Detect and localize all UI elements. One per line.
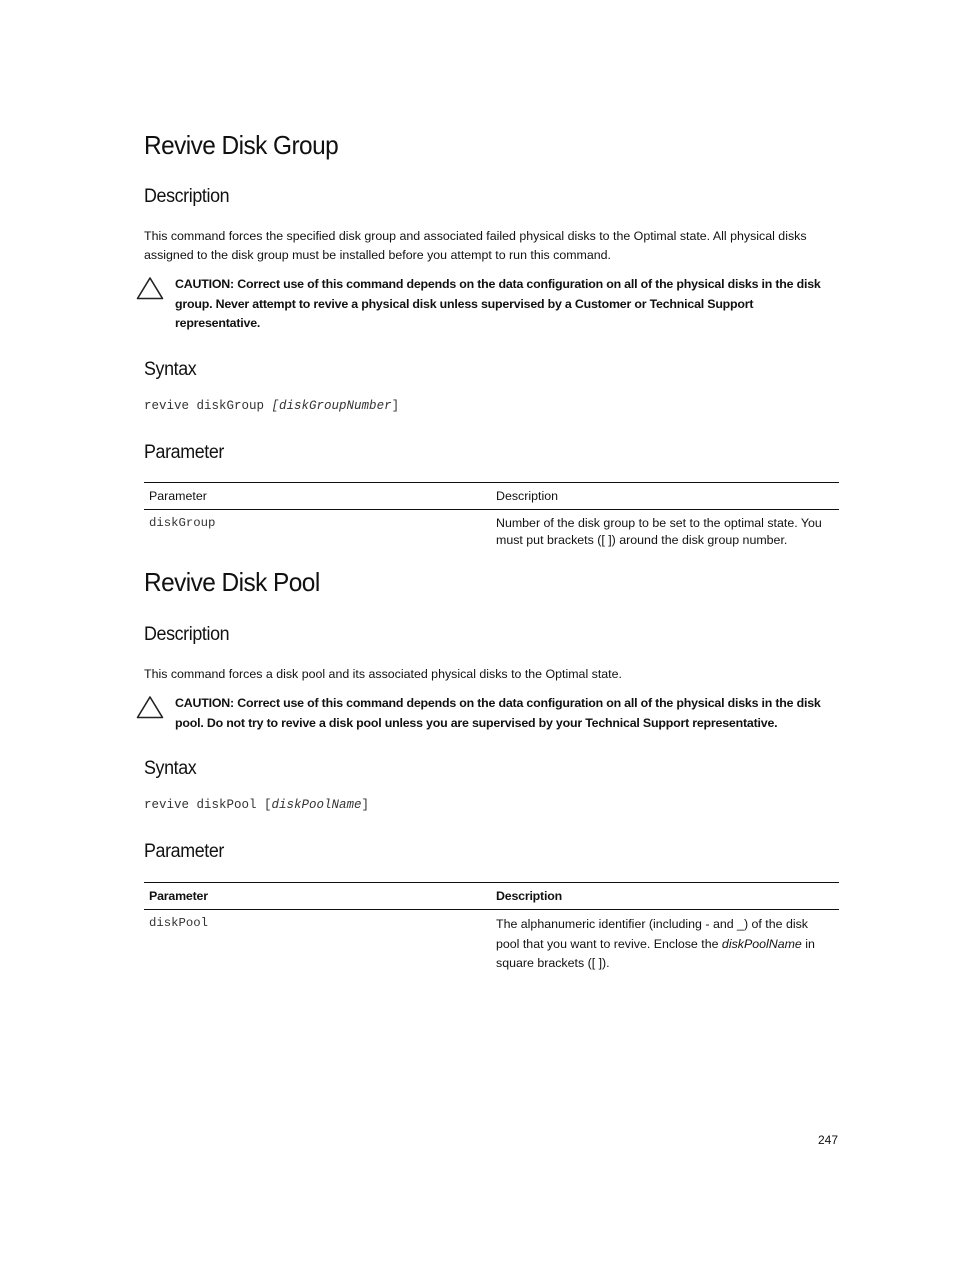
syntax-open-bracket: [	[271, 399, 280, 413]
syntax-code	[144, 798, 369, 812]
parameter-table	[144, 882, 839, 979]
syntax-code	[144, 399, 399, 413]
caution-text: CAUTION: Correct use of this command depends on the data configuration on all of the physical disks in the disk pool. Do not try to revive a disk pool unless you are supervised by your Technical Support representative.	[175, 696, 821, 730]
parameter-heading: Parameter	[144, 841, 225, 862]
column-header-parameter: Parameter	[144, 483, 491, 510]
syntax-close-bracket: ]	[361, 798, 370, 812]
param-description-italic: diskPoolName	[721, 936, 802, 951]
caution-icon	[136, 695, 164, 719]
param-description-text-end: in square brackets ([ ]).	[496, 936, 815, 970]
section-title-revive-disk-pool: Revive Disk Pool	[144, 567, 320, 597]
description-text: This command forces the specified disk group and associated failed physical disks to the Optimal state. All physical disks assigned to the disk group must be installed before you attempt to run this command.	[144, 229, 807, 262]
description-text: This command forces a disk pool and its associated physical disks to the Optimal state.	[144, 667, 622, 681]
parameter-heading: Parameter	[144, 442, 225, 463]
parameter-table	[144, 482, 839, 554]
syntax-param: diskPoolName	[271, 798, 362, 812]
column-header-description: Description	[491, 483, 839, 510]
syntax-command: revive diskPool [	[144, 798, 272, 812]
param-description: Number of the disk group to be set to the optimal state. You must put brackets ([ ]) around the disk group number.	[496, 516, 822, 547]
caution-text: CAUTION: Correct use of this command depends on the data configuration on all of the physical disks in the disk group. Never attempt to revive a physical disk unless supervised by a Customer or Technical Support representative.	[175, 277, 821, 330]
caution-icon	[136, 276, 164, 300]
param-description	[491, 910, 839, 979]
table-row	[144, 910, 839, 979]
description-heading: Description	[144, 624, 230, 645]
syntax-param: diskGroupNumber	[279, 399, 392, 413]
syntax-heading: Syntax	[144, 359, 197, 380]
param-name: diskPool	[149, 916, 209, 930]
table-row	[144, 510, 839, 555]
syntax-command: revive diskGroup	[144, 399, 272, 413]
syntax-heading: Syntax	[144, 758, 197, 779]
description-heading: Description	[144, 186, 230, 207]
column-header-parameter: Parameter	[144, 883, 491, 910]
syntax-close-bracket: ]	[391, 399, 400, 413]
column-header-description: Description	[491, 883, 839, 910]
param-name: diskGroup	[149, 516, 216, 530]
section-title-revive-disk-group: Revive Disk Group	[144, 130, 339, 160]
param-description-text: The alphanumeric identifier (including - and _) of the disk pool that you want to revive. Enclose the	[496, 917, 808, 951]
page-number: 247	[818, 1133, 839, 1147]
